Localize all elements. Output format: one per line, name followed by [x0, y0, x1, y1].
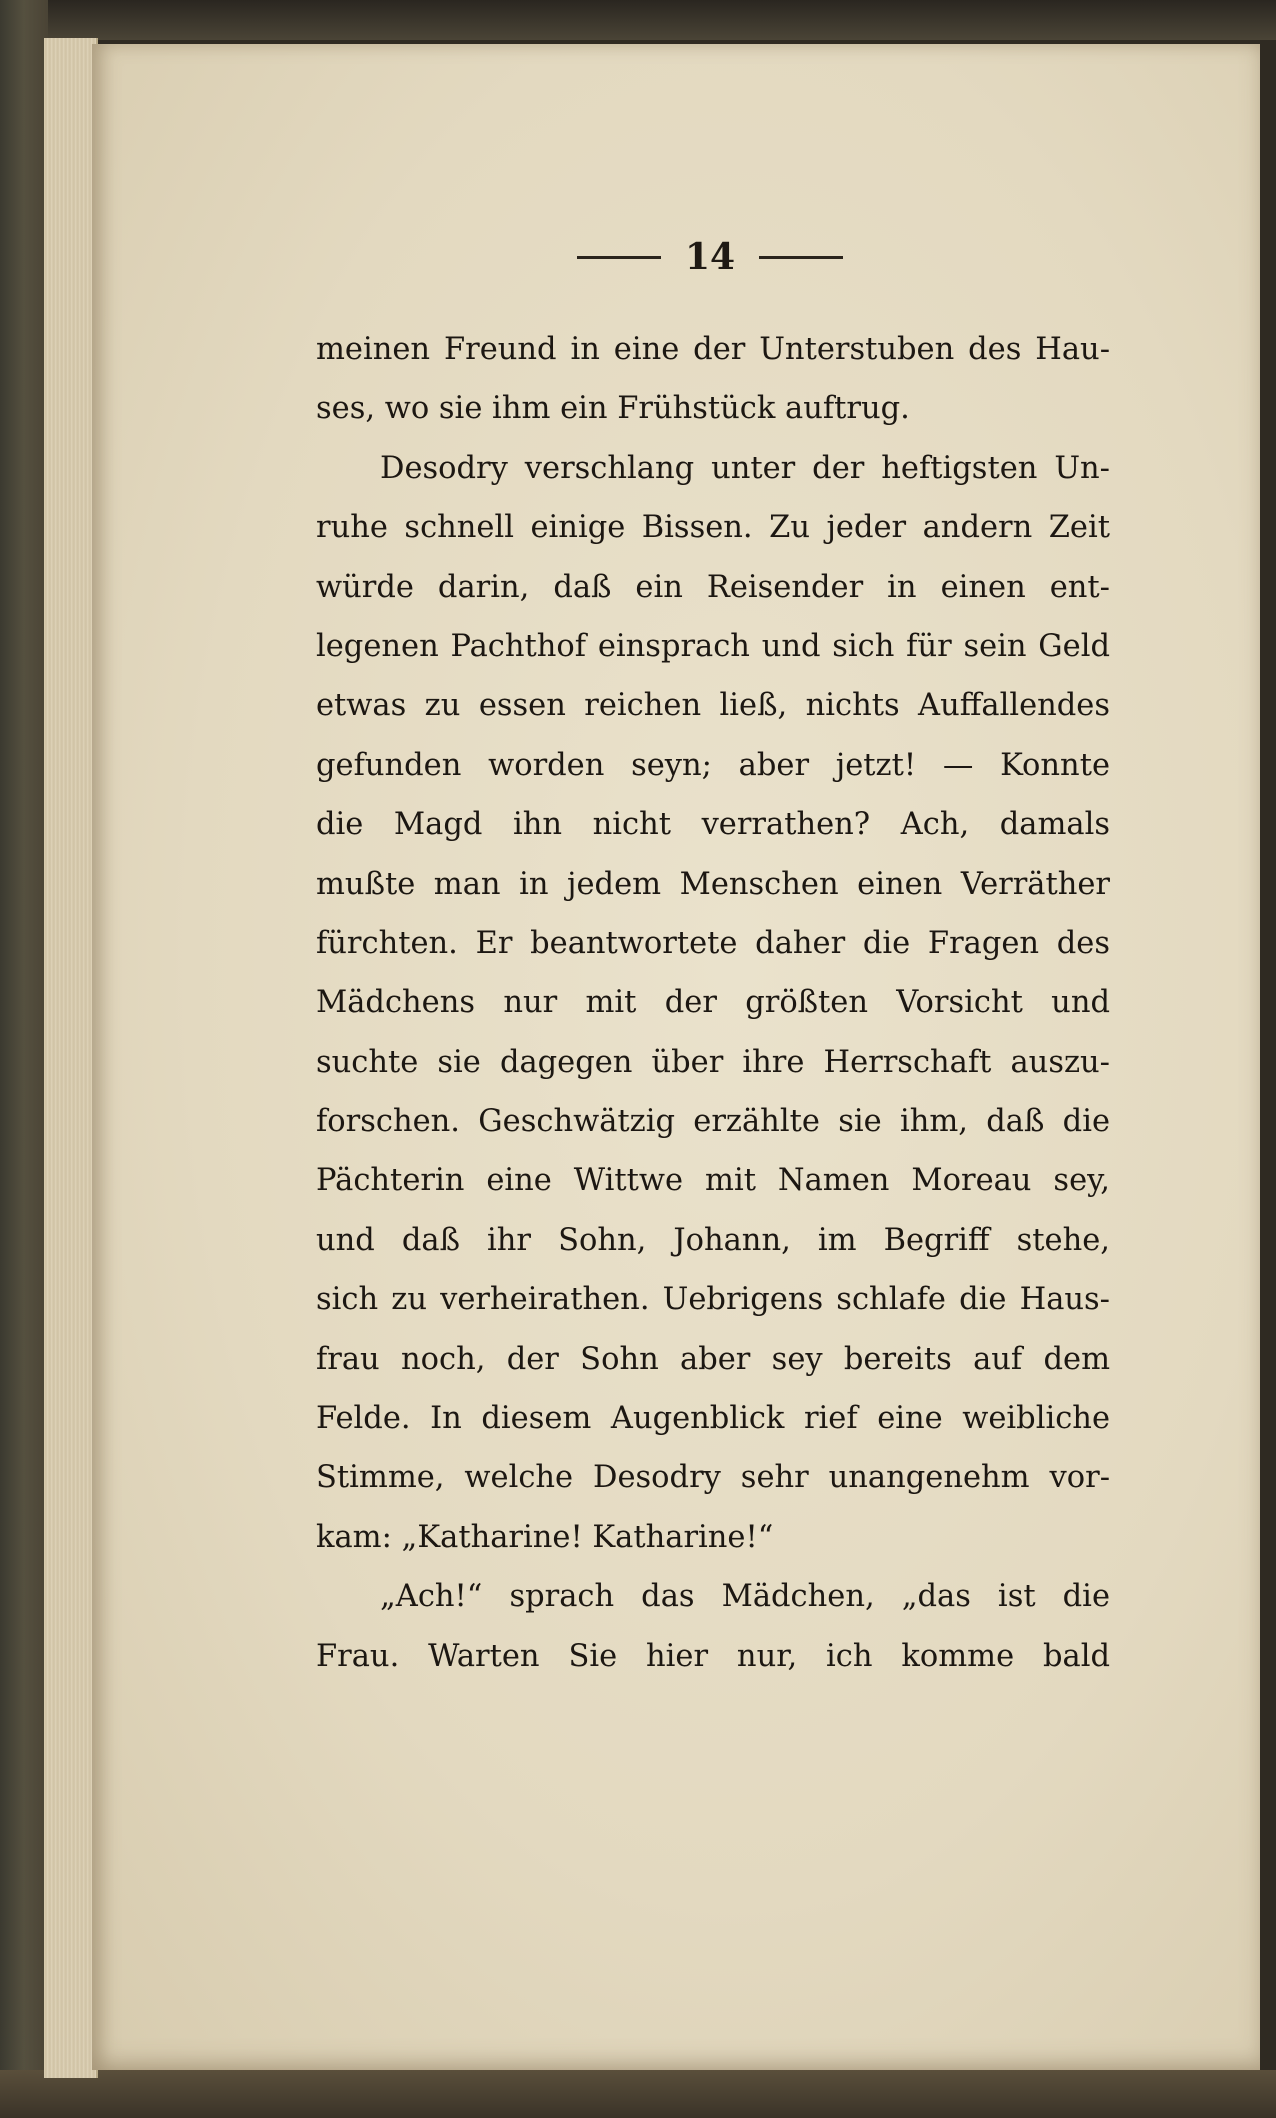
- text-line: etwas zu essen reichen ließ, nichts Auffallendes: [316, 688, 1110, 724]
- text-line: die Magd ihn nicht verrathen? Ach, damals: [316, 807, 1110, 843]
- text-line: Felde. In diesem Augenblick rief eine weibliche: [316, 1401, 1110, 1437]
- text-line: sich zu verheirathen. Uebrigens schlafe die Haus-: [316, 1282, 1110, 1318]
- text-line: suchte sie dagegen über ihre Herrschaft auszu-: [316, 1044, 1110, 1080]
- book-cover-spine: [0, 0, 48, 2118]
- text-line: meinen Freund in eine der Unterstuben des Hau-: [316, 332, 1110, 367]
- book-cover-bottom: [0, 2070, 1276, 2118]
- text-line: mußte man in jedem Menschen einen Verräther: [316, 866, 1110, 902]
- text-line: gefunden worden seyn; aber jetzt! — Konnte: [316, 747, 1110, 783]
- book-cover-top: [0, 0, 1276, 40]
- page-number: 14: [684, 236, 736, 278]
- text-line: Stimme, welche Desodry sehr unangenehm vor-: [316, 1460, 1110, 1496]
- text-line: kam: „Katharine! Katharine!“: [316, 1519, 774, 1555]
- text-line: Mädchens nur mit der größten Vorsicht und: [316, 985, 1110, 1021]
- text-line: „Ach!“ sprach das Mädchen, „das ist die: [380, 1579, 1110, 1615]
- text-line: fürchten. Er beantwortete daher die Fragen des: [316, 925, 1110, 961]
- text-line: würde darin, daß ein Reisender in einen ent-: [316, 569, 1110, 605]
- text-line: Frau. Warten Sie hier nur, ich komme bald: [316, 1638, 1110, 1674]
- body-text: [316, 320, 1110, 1686]
- text-line: ruhe schnell einige Bissen. Zu jeder andern Zeit: [316, 510, 1110, 546]
- text-line: ses, wo sie ihm ein Frühstück auftrug.: [316, 391, 910, 427]
- text-line: Pächterin eine Wittwe mit Namen Moreau sey,: [316, 1163, 1110, 1199]
- text-line: legenen Pachthof einsprach und sich für sein Geld: [316, 628, 1110, 664]
- text-line: frau noch, der Sohn aber sey bereits auf dem: [316, 1341, 1110, 1377]
- header-rule-left: [577, 256, 661, 259]
- text-line: forschen. Geschwätzig erzählte sie ihm, daß die: [316, 1104, 1110, 1140]
- header-rule-right: [759, 256, 843, 259]
- page-header: [560, 232, 860, 282]
- page-edges: [44, 38, 98, 2078]
- text-line: und daß ihr Sohn, Johann, im Begriff stehe,: [316, 1222, 1110, 1258]
- text-line: Desodry verschlang unter der heftigsten Un-: [380, 450, 1110, 486]
